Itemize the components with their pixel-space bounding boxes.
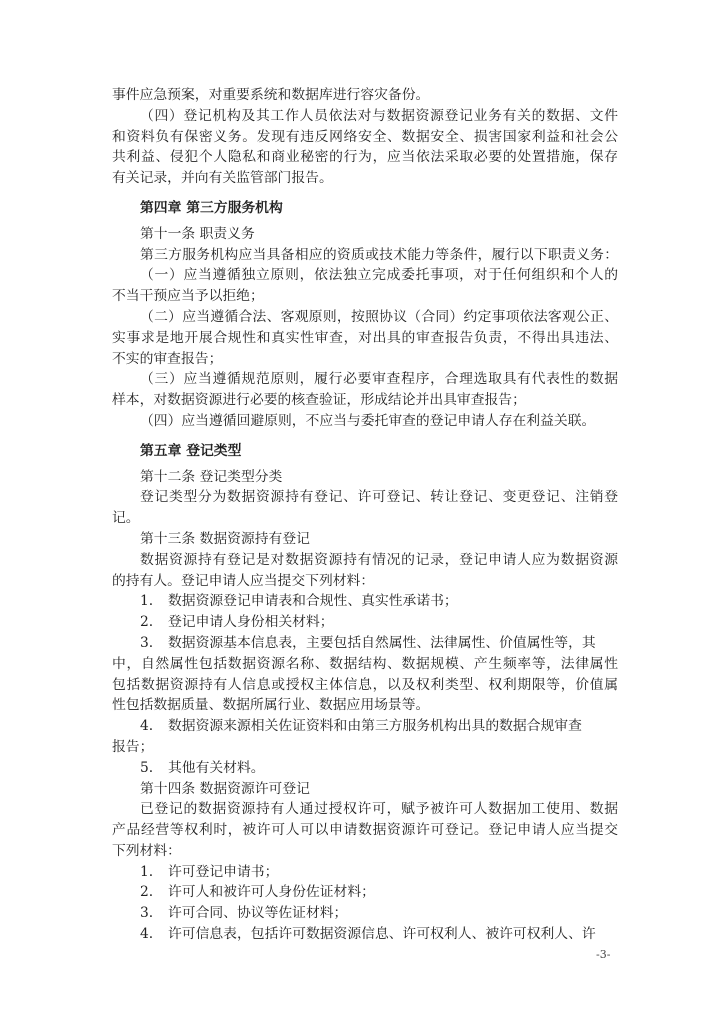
- list-item: [112, 716, 618, 737]
- list-item: [112, 612, 618, 633]
- paragraph-line: 数据资源持有登记是对数据资源持有情况的记录，登记申请人应为数据资源: [140, 551, 618, 568]
- paragraph-line: 产品经营等权利时，被许可人可以申请数据资源许可登记。登记申请人应当提交: [112, 822, 618, 839]
- list-text: 其他有关材料。: [168, 759, 265, 776]
- list-item: [112, 882, 618, 903]
- paragraph-line: 不实的审查报告；: [112, 350, 223, 367]
- list-number: 1.: [140, 863, 154, 880]
- list-number: 5.: [140, 759, 154, 776]
- list-text: 数据资源基本信息表，主要包括自然属性、法律属性、价值属性等，其: [168, 634, 596, 651]
- list-text: 许可登记申请书；: [168, 863, 279, 880]
- list-text: 数据资源来源相关佐证资料和由第三方服务机构出具的数据合规审查: [168, 718, 582, 735]
- article-title: 第十二条 登记类型分类: [140, 468, 283, 485]
- chapter-heading: 第五章 登记类型: [140, 442, 242, 459]
- list-number: 3.: [140, 634, 154, 651]
- article-title: 第十四条 数据资源许可登记: [140, 780, 310, 797]
- paragraph-line: 包括数据资源持有人信息或授权主体信息，以及权利类型、权利期限等，价值属: [112, 676, 618, 693]
- paragraph-line: 记。: [112, 510, 140, 527]
- list-text: 登记申请人身份相关材料；: [168, 614, 334, 631]
- article-title: 第十一条 职责义务: [140, 225, 255, 242]
- page-number: -3-: [596, 948, 611, 961]
- paragraph-line: 已登记的数据资源持有人通过授权许可，赋予被许可人数据加工使用、数据: [140, 801, 618, 818]
- list-number: 3.: [140, 905, 154, 922]
- paragraph-line: 中，自然属性包括数据资源名称、数据结构、数据规模、产生频率等，法律属性: [112, 655, 618, 672]
- paragraph-line: 性包括数据质量、数据所属行业、数据应用场景等。: [112, 697, 430, 714]
- list-text: 许可信息表，包括许可数据资源信息、许可权利人、被许可权利人、许: [168, 926, 596, 943]
- paragraph-line: 下列材料：: [112, 842, 181, 859]
- paragraph-line: 有关记录，并向有关监管部门报告。: [112, 170, 333, 187]
- paragraph-line: （四）应当遵循回避原则，不应当与委托审查的登记申请人存在利益关联。: [140, 412, 596, 429]
- list-item: [112, 924, 618, 945]
- chapter-heading: 第四章 第三方服务机构: [140, 199, 283, 216]
- paragraph-line: （二）应当遵循合法、客观原则，按照协议（合同）约定事项依法客观公正、: [140, 308, 618, 325]
- paragraph-line: （一）应当遵循独立原则，依法独立完成委托事项，对于任何组织和个人的: [140, 267, 618, 284]
- paragraph-line: 不当干预应当予以拒绝；: [112, 288, 264, 305]
- paragraph-line: 的持有人。登记申请人应当提交下列材料：: [112, 572, 375, 589]
- list-number: 2.: [140, 884, 154, 901]
- paragraph-line: （四）登记机构及其工作人员依法对与数据资源登记业务有关的数据、文件: [140, 107, 618, 124]
- list-item: [112, 591, 618, 612]
- document-body: [112, 85, 618, 945]
- list-number: 1.: [140, 593, 154, 610]
- paragraph-line: 第三方服务机构应当具备相应的资质或技术能力等条件，履行以下职责义务：: [140, 246, 618, 263]
- list-item: [112, 903, 618, 924]
- list-text: 许可人和被许可人身份佐证材料；: [168, 884, 375, 901]
- list-number: 4.: [140, 926, 154, 943]
- paragraph-line: 报告；: [112, 738, 154, 755]
- paragraph-line: 和资料负有保密义务。发现有违反网络安全、数据安全、损害国家利益和社会公: [112, 128, 618, 145]
- paragraph-line: 登记类型分为数据资源持有登记、许可登记、转让登记、变更登记、注销登: [140, 489, 618, 506]
- article-title: 第十三条 数据资源持有登记: [140, 530, 310, 547]
- paragraph-line: 实事求是地开展合规性和真实性审查，对出具的审查报告负责，不得出具违法、: [112, 329, 618, 346]
- list-item: [112, 633, 618, 654]
- list-item: [112, 862, 618, 883]
- list-number: 2.: [140, 614, 154, 631]
- list-number: 4.: [140, 718, 154, 735]
- paragraph-line: 事件应急预案，对重要系统和数据库进行容灾备份。: [112, 87, 430, 103]
- paragraph-line: 共利益、侵犯个人隐私和商业秘密的行为，应当依法采取必要的处置措施，保存: [112, 149, 618, 166]
- list-item: [112, 758, 618, 779]
- list-text: 数据资源登记申请表和合规性、真实性承诺书；: [168, 593, 458, 610]
- list-text: 许可合同、协议等佐证材料；: [168, 905, 348, 922]
- paragraph-line: 样本，对数据资源进行必要的核查验证，形成结论并出具审查报告；: [112, 392, 526, 409]
- paragraph-line: （三）应当遵循规范原则，履行必要审查程序，合理选取具有代表性的数据: [140, 371, 618, 388]
